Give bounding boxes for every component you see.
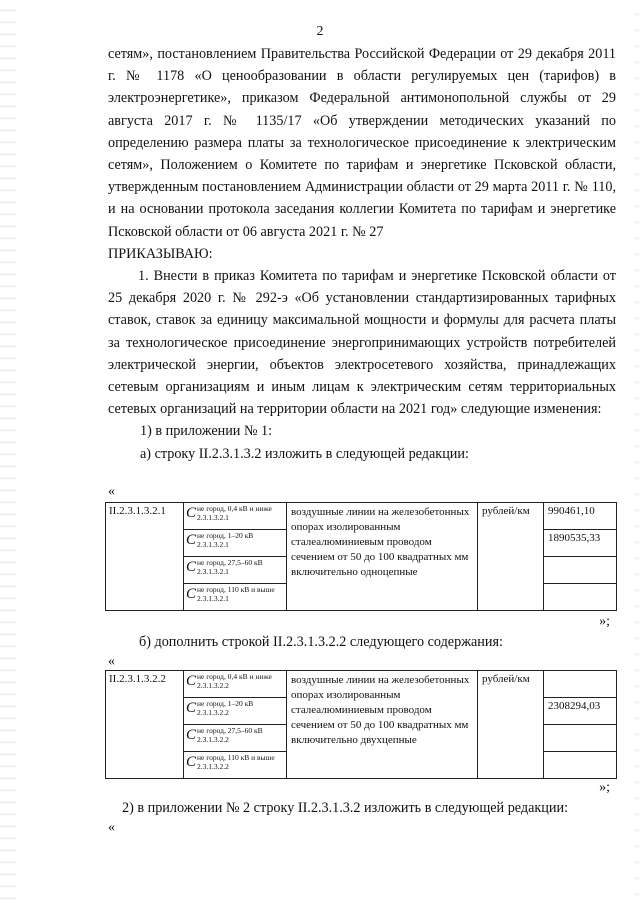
tariff-table-1 — [105, 502, 617, 611]
body-text — [108, 43, 616, 465]
row-code: II.2.3.1.3.2.2 — [106, 671, 184, 779]
scan-left-edge — [0, 0, 16, 905]
paragraph-order-word: ПРИКАЗЫВАЮ: — [108, 245, 213, 262]
rate-value — [544, 752, 617, 779]
paragraph-item-1: 1. Внести в приказ Комитета по тарифам и энергетике Псковской области от 25 декабря 2020 г. № 292-э «Об установлении стандартизированных тарифных ставок, ставок за единицу максимальной мощности и формулы для расчета платы за технологическое присоединение энергопринимающих устройств потребителей электрической энергии, объектов электросетевого хозяйства, принадлежащих сетевым организациям и иным лицам к электрическим сетям территориальных сетевых организаций на территории области на 2021 год» следующие изменения: — [108, 268, 616, 418]
paragraph-annex-1: 1) в приложении № 1: — [140, 423, 273, 440]
row-description: воздушные линии на железобетонных опорах изолированным сталеалюминиевым проводом сечением от 50 до 100 квадратных мм включительно одноцепные — [287, 503, 478, 611]
scan-right-edge — [634, 0, 640, 905]
close-quote-1: »; — [599, 614, 610, 629]
rate-value: 990461,10 — [544, 503, 617, 530]
rate-value: 1890535,33 — [544, 530, 617, 557]
row-unit: рублей/км — [478, 671, 544, 779]
paragraph-preamble: сетям», постановлением Правительства Российской Федерации от 29 декабря 2011 г. № 1178 «О ценообразовании в области регулируемых цен (тарифов) в электроэнергетике», приказом Федеральной антимонопольной службы от 29 августа 2017 г. № 1135/17 «Об утверждении методических указаний по определению размера платы за технологическое присоединение к электрическим сетям», Положением о Комитете по тарифам и энергетике Псковской области, утвержденным постановлением Администрации области от 29 марта 2011 г. № 110, и на основании протокола заседания коллегии Комитета по тарифам и энергетике Псковской области от 06 августа 2021 г. № 27 — [108, 46, 616, 240]
row-description: воздушные линии на железобетонных опорах изолированным сталеалюминиевым проводом сечением от 50 до 100 квадратных мм включительно двухцепные — [287, 671, 478, 779]
rate-value: 2308294,03 — [544, 698, 617, 725]
close-quote-2: »; — [599, 780, 610, 795]
rate-value — [544, 725, 617, 752]
open-quote-3: « — [108, 820, 115, 835]
paragraph-item-2: 2) в приложении № 2 строку II.2.3.1.3.2 изложить в следующей редакции: — [122, 800, 569, 816]
coefficient-cell: C не город, 110 кВ и выше 2.3.1.3.2.2 — [184, 752, 287, 779]
coefficient-cell: C не город, 27,5–60 кВ 2.3.1.3.2.1 — [184, 557, 287, 584]
tariff-table-2 — [105, 670, 617, 779]
row-unit: рублей/км — [478, 503, 544, 611]
coefficient-cell: C не город, 110 кВ и выше 2.3.1.3.2.1 — [184, 584, 287, 611]
paragraph-item-a: а) строку II.2.3.1.3.2 изложить в следующей редакции: — [140, 445, 469, 462]
coefficient-cell: C не город, 1–20 кВ 2.3.1.3.2.1 — [184, 530, 287, 557]
coefficient-cell: C не город, 0,4 кВ и ниже 2.3.1.3.2.2 — [184, 671, 287, 698]
page-number: 2 — [316, 24, 324, 39]
rate-value — [544, 557, 617, 584]
open-quote-2: « — [108, 654, 115, 669]
row-code: II.2.3.1.3.2.1 — [106, 503, 184, 611]
rate-value — [544, 584, 617, 611]
coefficient-cell: C не город, 1–20 кВ 2.3.1.3.2.2 — [184, 698, 287, 725]
coefficient-cell: C не город, 0,4 кВ и ниже 2.3.1.3.2.1 — [184, 503, 287, 530]
rate-value — [544, 671, 617, 698]
open-quote-1: « — [108, 484, 115, 499]
coefficient-cell: C не город, 27,5–60 кВ 2.3.1.3.2.2 — [184, 725, 287, 752]
paragraph-item-b: б) дополнить строкой II.2.3.1.3.2.2 следующего содержания: — [139, 634, 503, 650]
